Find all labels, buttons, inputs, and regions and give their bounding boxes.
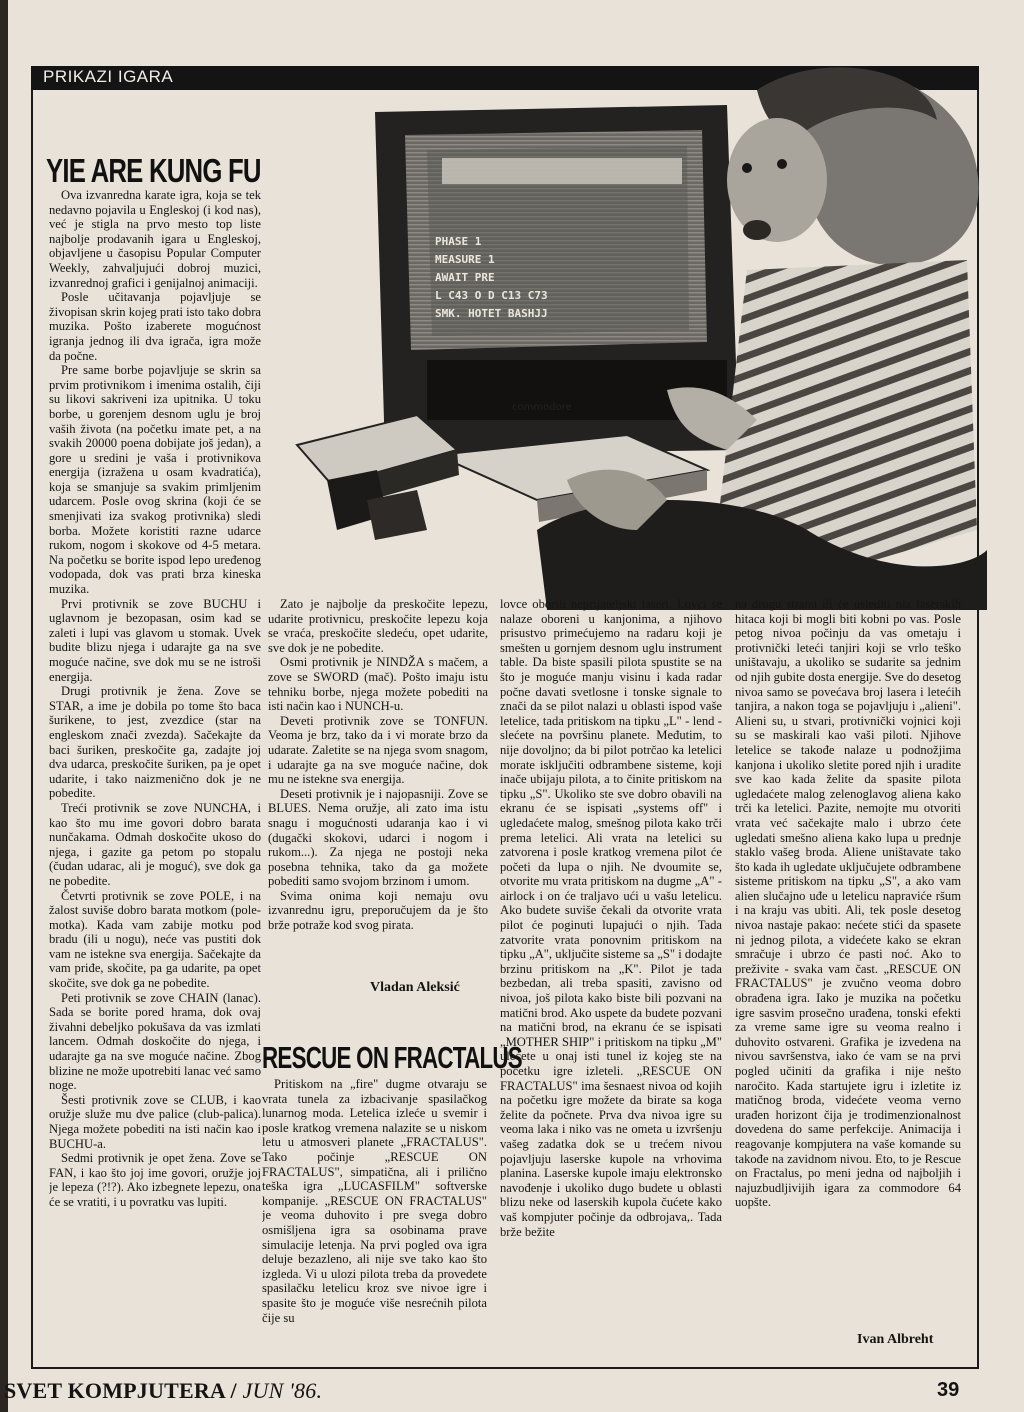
article-column-3 [500,597,722,1360]
section-label: PRIKAZI IGARA [43,67,174,86]
paragraph: Treći protivnik se zove NUNCHA, i kao što mu ime govori dobro barata nunčakama. Odmah doskočite ukoso do njega, i gazite ga petom po stopalu (čudan udarac, ali je moguć), sve dok ga ne pobedite. [49,800,261,888]
paragraph: Drugi protivnik je žena. Zove se STAR, a ime je dobila po tome što baca šurikene, to jest, zvezdice (star na engleskom znači zvezda). Sačekajte da baci šuriken, preskočite ga, zadajte joj dva udarca, preskočite šuriken, pa je opet udarite, i tako naizmenično dok je ne pobedite. [49,684,261,801]
paragraph: Svima onima koji nemaju ovu izvanrednu igru, preporučujem da je što brže potraže kod svog pirata. [268,888,488,933]
paragraph: Ova izvanredna karate igra, koja se tek nedavno pojavila u Engleskoj (i kod nas), već je stigla na prvo mesto top liste najbolje prodavanih igara u Engleskoj, objavljene u časopisu Popular Computer Weekly, zahvaljujući dobroj muzici, izvanrednoj grafici i genijalnoj animaciji. [49,188,261,290]
paragraph: lovce oborili neprijateljski laseri. Lovci se nalaze oboreni u kanjonima, a njihovo prisustvo primećujemo na radaru koji je smešten u gornjem desnom uglu instrument table. Da biste spasili pilota spustite se na što je moguće manju visinu i kada radar počne davati svetlosne i tonske signale to znači da se pilot nalazi u oblasti ispod vaše letelice, tada pritiskom na tipku „L" - lend - slećete na površinu planete. Međutim, to nije dovoljno; da bi pilot potrčao ka letelici morate isključiti odbrambene sisteme, koji inače ubijaju pilota, a to činite pritiskom na tipku „S". Ukoliko ste sve dobro obavili na ekranu će se ispisati „systems off" i ugledaćete malog, smešnog pilota kako trči prema letelici. Ali vrata na letelici su zatvorena i posle kratkog vremena pilot će početi da lupa o njih. Ne dvoumite se, otvorite mu vrata pritiskom na dugme „A" - airlock i on će traljavo ući u vašu letelicu. Ako budete suviše čekali da otvorite vrata pilot će poginuti lupajući o njih. Tada zatvorite vrata ponovnim pritiskom na tipku „A", uključite sisteme sa „S" i dodajte brzinu pritiskom na „K". Pilot je tada bezbedan, ali treba spasiti, zavisno od nivoa, još pilota kako biste bili pozvani na matični brod. Ako uspete da budete pozvani na matični brod, na ekranu će se ispisati „MOTHER SHIP" i pritiskom na tipku „M" ulećete u onaj isti tunel iz kojeg ste na početku igre izleteli. „RESCUE ON FRACTALUS" ima šesnaest nivoa od kojih na početku igre možete da birate sa koga želite da počnete. Prva dva nivoa igre su veoma laka i niko vas ne ometa u izvršenju vašeg zadatka dok se u trećem nivou pojavljuju laserske kupole na vrhovima planina. Laserske kupole imaju elektronsko navođenje i ukoliko dugo budete u oblasti blizu neke od laserskih kupola čućete kako vaš kompjuter počinje da odbrojava,. Tada brže bežite [500,597,722,1239]
screen-line: L C43 O D C13 C73 [435,289,548,302]
cassette-recorder [297,415,459,540]
paragraph: Šesti protivnik zove se CLUB, i kao oružje služe mu dve palice (club-palica). Njega možete pobediti na isti način kao i BUCHU-a. [49,1092,261,1151]
screen-line: SMK. HOTET BASHJJ [435,307,548,320]
screen-line: AWAIT PRE [435,271,495,284]
paragraph: Pre same borbe pojavljuje se skrin sa prvim protivnikom i imenima ostalih, čiji su likovi sakriveni iza upitnika. U toku borbe, u gorenjem desnom uglu je broj vaših života (na početku imate pet, a na svakih 20000 poena dobijate još jedan), a gore u sredini je vaša i protivnikova energija (izražena u osam kvadratića), koja se smanjuje sa svakim primljenim udarcem. Posle ovog skrina (koji će se smenjivati iza svakog protivnika) sledi borba. Možete koristiti razne udarce rukom, nogom i skokove od 4-5 metara. Na početku se borite ispod lepo uređenog vodopada, dok vas prati brza kineska muzika. [49,363,261,597]
paragraph: Prvi protivnik se zove BUCHU i uglavnom je bezopasan, osim kad se zaleti i lupi vas glavom u stomak. Uvek budite blizu njega i udarajte ga na sve moguće načine, sve dok mu se ne istroši energija. [49,596,261,684]
paragraph: Posle učitavanja pojavljuje se živopisan skrin kojeg prati isto tako dobra muzika. Pošto izaberete mogućnost igranja jednog ili dva igrača, igra može da počne. [49,290,261,363]
paragraph: Deseti protivnik je i najopasniji. Zove se BLUES. Nema oružje, ali zato ima istu snagu i mogućnosti udaranja kao i vi (dugački skokovi, udarci i nogom i rukom...). Za njega ne postoji neka posebna tehnika, tako da ga možete pobediti samo svojom brzinom i umom. [268,786,488,889]
issue-date: JUN '86. [242,1378,323,1403]
article-column-1 [49,188,261,1356]
page-edge [0,0,8,1412]
paragraph: Deveti protivnik zove se TONFUN. Veoma je brz, tako da i vi morate brzo da udarate. Zaletite se na njega svom snagom, i udarajte ga na sve moguće načine, dok mu ne istekne sva energija. [268,713,488,787]
screen-line: MEASURE 1 [435,253,495,266]
paragraph: Peti protivnik se zove CHAIN (lanac). Sada se borite pored hrama, dok ovaj živahni debeljko pokušava da vas izmlati lancem. Odmah doskočite do njega, i udarajte ga na sve moguće načine. Zbog blizine ne može upotrebiti lanac već samo noge. [49,990,261,1093]
computer-label: commodore [512,402,572,413]
author-signature: Ivan Albreht [857,1332,934,1347]
author-signature: Vladan Aleksić [370,980,460,995]
magazine-title: SVET KOMPJUTERA / [4,1378,237,1403]
article-column-2b [262,1077,487,1362]
screen-line: PHASE 1 [435,235,482,248]
paragraph: Pritiskom na „fire" dugme otvaraju se vrata tunela za izbacivanje spasilačkog lunarnog moda. Letelica izleće u svemir i posle kratkog vremena nalazite se u niskom letu u atmosveri planete „FRACTALUS". Tako počinje „RESCUE ON FRACTALUS", simpatična, ali i prilično teška igra „LUCASFILM" softverske kompanije. „RESCUE ON FRACTALUS" je veoma duhovito i pre svega dobro osmišljena igra sa osobinama prave simulacije letenja. Na prvi pogled ova igra deluje bezazleno, ali nije sve tako kao što izgleda. Vi u ulozi pilota treba da provedete spasilačku letelicu kroz sve nivoe igre i spasite što je moguće više nesrećnih pilota čije su [262,1077,487,1325]
paragraph: Četvrti protivnik se zove POLE, i na žalost suviše dobro barata motkom (pole-motka). Kada vam zabije motku pod bradu (ili u nogu), neće vas pustiti dok vam ne istekne sva energija. Sačekajte da vam priđe, skočite, pa ga udarite, pa opet skočite, sve dok ga ne pobedite. [49,888,261,991]
article-column-2 [268,597,488,1017]
paragraph: Zato je najbolje da preskočite lepezu, udarite protivnicu, preskočite lepezu koja se vraća, preskočite sledeću, opet udarite, sve dok je ne pobedite. [268,597,488,655]
paragraph: Osmi protivnik je NINDŽA s mačem, a zove se SWORD (mač). Pošto imaju istu tehniku borbe, njega možete pobediti na isti način kao i NUNCH-u. [268,655,488,714]
article-title: RESCUE ON FRACTALUS [262,1040,522,1075]
paragraph: Sedmi protivnik je opet žena. Zove se FAN, i kao što joj ime govori, oružje joj je lepeza (?!?). Ako izbegnete lepezu, ona će se vratiti, i u povratku vas lupiti. [49,1151,261,1209]
magazine-name [4,1378,322,1404]
article-column-4 [735,597,961,1317]
article-title: YIE ARE KUNG FU [46,152,261,189]
page-number: 39 [937,1379,960,1401]
paragraph: na drugu stranu ili će uslediti niz laserskih hitaca koji bi mogli biti kobni po vas. Posle petog nivoa počinju da vas ometaju i protivnički leteći tanjiri koji se vrlo teško uništavaju, a ukoliko se sudarite sa jednim od njih gubite dosta energije. Sve do desetog nivoa samo se povećava broj lasera i letećih tanjira, a nakon toga se pojavljuju i „alieni". Alieni su, u stvari, protivnički vojnici koji su se maskirali kao vaši piloti. Njihove letelice se takođe nalaze u podnožjima kanjona i ukoliko sletite pored njih i uradite sve kao kada želite da spasite pilota ugledaćete malog zelenoglavog aliena kako trči ka letelici. Pazite, nemojte mu otvoriti vrata već sačekajte malo i ubrzo ćete ugledati smešno aliena kako lupa u prednje staklo vašeg broda. Aliene uništavate tako što kada ih ugledate uključujete odbrambene sisteme pritiskom na tipku „S", a ako vam alien slučajno uđe u letelicu napraviće ršum i na kraju vas ubiti. Ali, tek posle desetog nivoa nastaje pakao: nećete stići da spasete ni jednog pilota, a videćete kako se ekran smračuje i ubrzo će pasti noć. Ako to preživite - svaka vam čast. „RESCUE ON FRACTALUS" je zvučno veoma dobro obrađena igra. Iako je muzika na početku igre sasvim prosečno urađena, tonski efekti za vreme same igre su veoma realno i duhovito ostvareni. Grafika je izvedena na nivou savršenstva, iako će vam se na prvi pogled učiniti da grafika i nije nešto naročito. Kada startujete igru i izletite iz matičnog broda, videćete veoma verno urađen horizont čija je trodimenzionalnost dovedena do same perfekcije. Animacija i reagovanje kompjutera na vaše komande su takođe na zavidnom nivou. Eto, to je Rescue on Fractalus, po meni jedna od najboljih i najuzbudljivijih igara za commodore 64 uopšte. [735,597,961,1210]
photo-boy-with-computer [287,60,987,610]
